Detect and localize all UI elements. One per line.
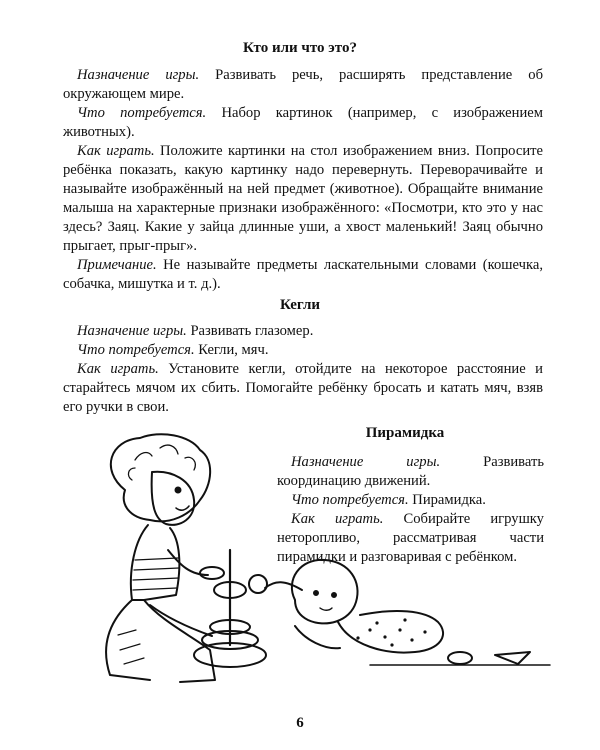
paragraph-text: Развивать речь, расширять представление об окружающем мире.	[63, 67, 543, 102]
paragraph-label: Примечание.	[77, 257, 157, 273]
paragraph-text: Пирамидка.	[408, 492, 486, 508]
paragraph	[63, 256, 543, 294]
paragraph-label: Как играть.	[77, 361, 159, 377]
paragraph-text: Установите кегли, отойдите на некоторое расстояние и старайтесь мячом их сбить. Помогайте ребёнку бросать и катать мяч, взяв его ручки в свои.	[63, 361, 543, 415]
paragraph	[63, 360, 543, 417]
paragraph	[63, 142, 543, 256]
section-body	[63, 66, 543, 294]
paragraph	[63, 66, 543, 104]
page-number: 6	[296, 715, 304, 731]
section-title: Кто или что это?	[243, 40, 357, 56]
paragraph-label: Что потребуется.	[77, 342, 195, 358]
paragraph-text: Набор картинок (например, с изображением животных).	[63, 105, 543, 140]
paragraph-text: Развивать глазомер.	[186, 323, 314, 339]
paragraph-text: Кегли, мяч.	[194, 342, 269, 358]
section-title: Кегли	[279, 297, 321, 313]
mother-baby-pyramid-illustration	[40, 430, 560, 710]
paragraph	[63, 104, 543, 142]
paragraph	[63, 322, 543, 341]
paragraph-label: Как играть.	[77, 143, 155, 159]
paragraph-text: Развивать координацию движений.	[277, 454, 544, 489]
paragraph-label: Как играть.	[291, 511, 384, 527]
section-title: Пирамидка	[365, 425, 445, 441]
paragraph-text: Положите картинки на стол изображением вниз. Попросите ребёнка показать, какую картинку надо перевернуть. Переворачивайте и называйте изображённый на ней предмет (животное). Обращайте внимание малыша на характерные признаки изображённого: «Посмотри, кто это у нас здесь? Заяц. Какие у зайца длинные уши, а хвост маленький! Заяц обычно прыгает, прыг-прыг».	[63, 143, 543, 254]
paragraph-label: Назначение игры.	[77, 67, 200, 83]
paragraph-label: Назначение игры.	[291, 454, 441, 470]
paragraph	[63, 341, 543, 360]
paragraph-label: Назначение игры.	[77, 323, 187, 339]
section-body	[63, 322, 543, 417]
paragraph-text: Собирайте игрушку неторопливо, рассматривая части пирамидки и разговаривая с ребёнком.	[277, 511, 544, 565]
paragraph-label: Что потребуется.	[291, 492, 409, 508]
paragraph-label: Что потребуется.	[77, 105, 207, 121]
paragraph-text: Не называйте предметы ласкательными словами (кошечка, собачка, мишутка и т. д.).	[63, 257, 543, 292]
